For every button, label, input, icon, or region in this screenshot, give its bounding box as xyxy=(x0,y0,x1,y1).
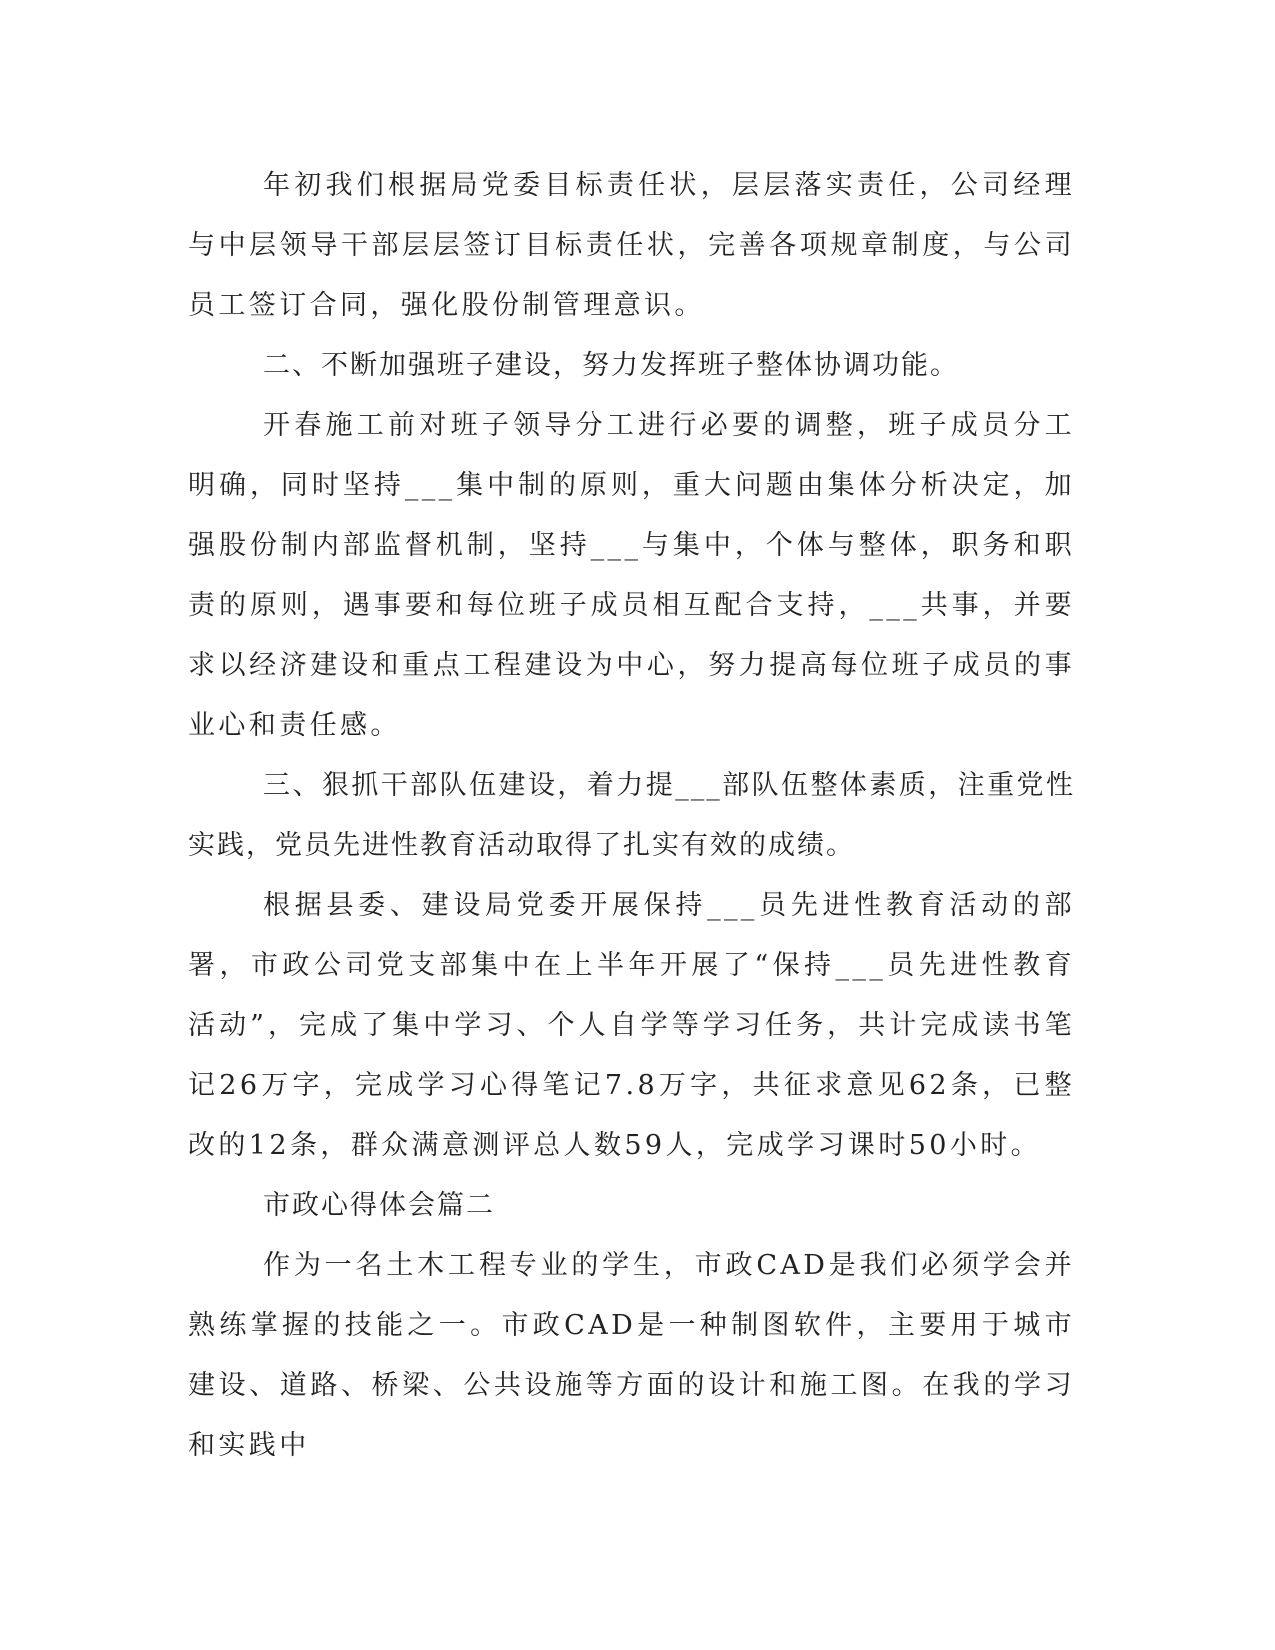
section-heading-team-building: 二、不断加强班子建设，努力发挥班子整体协调功能。 xyxy=(263,350,959,381)
section-heading-cadre-building: 三、狠抓干部队伍建设，着力提___部队伍整体素质，注重党性实践，党员先进性教育活动取得了扎实有效的成绩。 xyxy=(188,770,1075,861)
document-body xyxy=(188,156,1075,1476)
paragraph-education-activity: 根据县委、建设局党委开展保持___员先进性教育活动的部署，市政公司党支部集中在上半年开展了“保持___员先进性教育活动”，完成了集中学习、个人自学等学习任务，共计完成读书笔记26万字，完成学习心得笔记7.8万字，共征求意见62条，已整改的12条，群众满意测评总人数59人，完成学习课时50小时。 xyxy=(188,890,1075,1161)
article-title-part-two: 市政心得体会篇二 xyxy=(263,1190,495,1221)
paragraph-team-division: 开春施工前对班子领导分工进行必要的调整，班子成员分工明确，同时坚持___集中制的原则，重大问题由集体分析决定，加强股份制内部监督机制，坚持___与集中，个体与整体，职务和职责的原则，遇事要和每位班子成员相互配合支持，___共事，并要求以经济建设和重点工程建设为中心，努力提高每位班子成员的事业心和责任感。 xyxy=(188,410,1075,741)
paragraph-cad-intro: 作为一名土木工程专业的学生，市政CAD是我们必须学会并熟练掌握的技能之一。市政CAD是一种制图软件，主要用于城市建设、道路、桥梁、公共设施等方面的设计和施工图。在我的学习和实践中 xyxy=(188,1250,1075,1461)
paragraph-responsibility: 年初我们根据局党委目标责任状，层层落实责任，公司经理与中层领导干部层层签订目标责任状，完善各项规章制度，与公司员工签订合同，强化股份制管理意识。 xyxy=(188,170,1075,321)
